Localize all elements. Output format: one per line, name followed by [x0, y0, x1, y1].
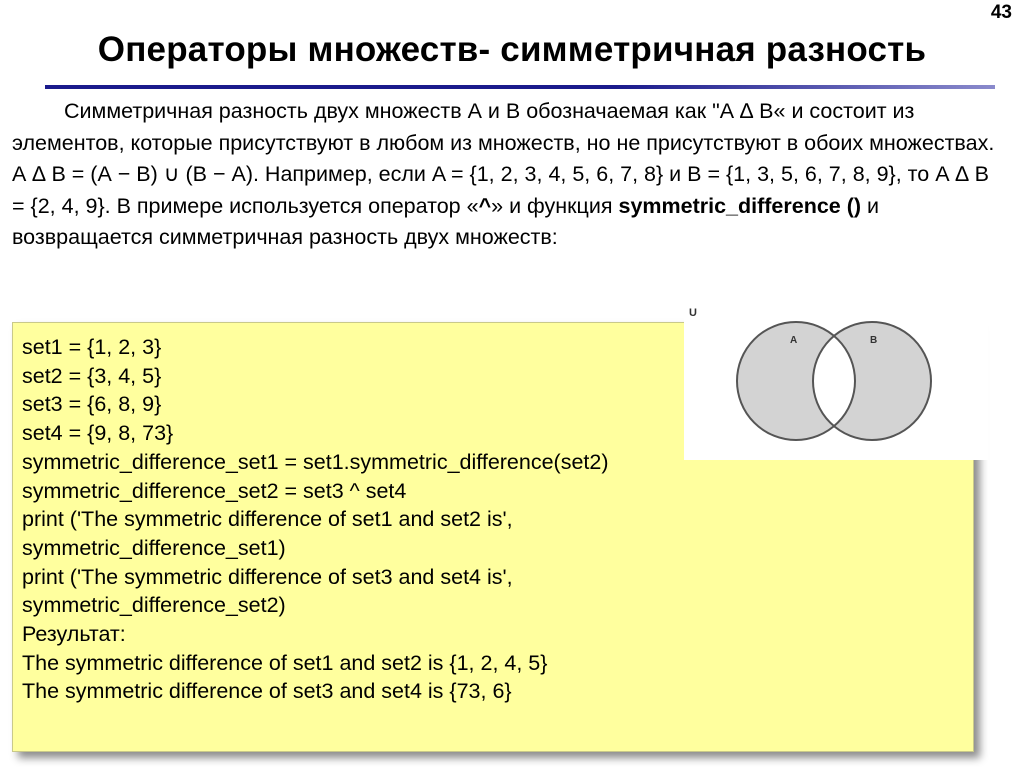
code-line: set1 = {1, 2, 3}: [22, 335, 162, 359]
universe-label: U: [689, 307, 697, 319]
set-a-label: A: [790, 335, 798, 346]
slide-title: Операторы множеств- симметричная разность: [97, 30, 927, 69]
code-line: symmetric_difference_set1 = set1.symmetric_difference(set2): [22, 449, 609, 474]
venn-diagram: [684, 302, 988, 460]
description-text-1: Симметричная разность двух множеств А и В обозначаемая как "А ∆ В« и состоит из элементов, которые присутствуют в любом из множеств, но не присутствуют в обоих множествах. А ∆ В = (А − В) ∪ (В − А). Например, если A = {1, 2, 3, 4, 5, 6, 7, 8} и B = {1, 3, 5, 6, 7, 8, 9}, то А ∆ В = {2, 4, 9}. В примере используется оператор «: [12, 99, 995, 218]
code-line: set3 = {6, 8, 9}: [22, 392, 162, 417]
code-line: set2 = {3, 4, 5}: [22, 363, 162, 388]
output-line: The symmetric difference of set3 and set4 is {73, 6}: [22, 679, 512, 704]
code-line: symmetric_difference_set2 = set3 ^ set4: [22, 478, 407, 503]
code-line: set4 = {9, 8, 73}: [22, 421, 174, 446]
description-text-3: и возвращается симметричная разность двух множеств:: [12, 193, 880, 249]
result-label: Результат:: [22, 622, 126, 647]
description-paragraph: [12, 96, 1007, 254]
output-line: The symmetric difference of set1 and set2 is {1, 2, 4, 5}: [22, 650, 548, 675]
function-name: symmetric_difference (): [618, 193, 862, 218]
code-line: symmetric_difference_set2): [22, 593, 286, 618]
description-text-2: » и функция: [491, 193, 619, 218]
set-b-label: B: [870, 335, 878, 346]
operator-symbol: ^: [478, 193, 492, 218]
code-line: symmetric_difference_set1): [22, 535, 286, 560]
code-line: print ('The symmetric difference of set1 and set2 is',: [22, 507, 513, 532]
title-underline: [45, 85, 995, 89]
slide-number: 43: [990, 2, 1012, 23]
code-line: print ('The symmetric difference of set3 and set4 is',: [22, 564, 513, 589]
venn-diagram-svg: [684, 302, 988, 460]
